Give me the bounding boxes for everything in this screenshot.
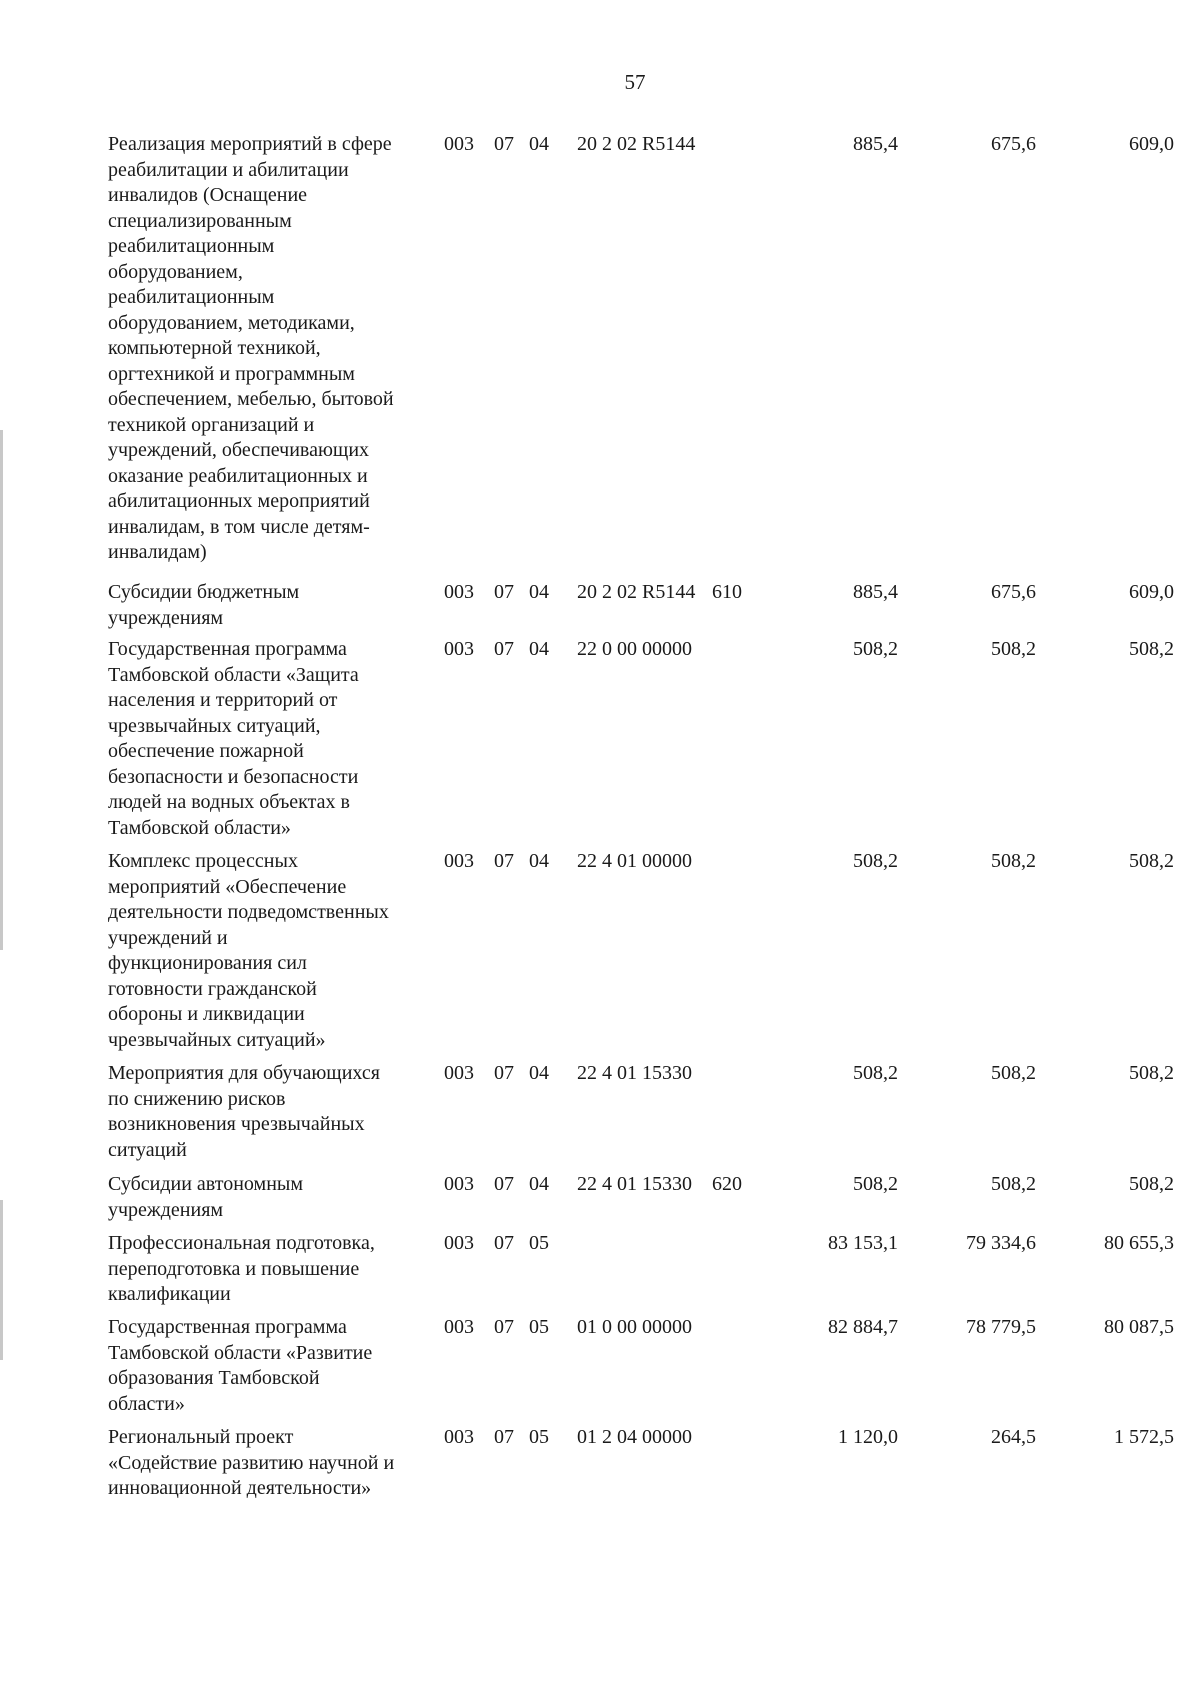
row-name: Комплекс процессных мероприятий «Обеспечение деятельности подведомственных учреждений и функционирования сил готовности гражданской обороны и ликвидации чрезвычайных ситуаций» — [108, 850, 389, 1051]
amount-year-2: 508,2 — [991, 638, 1036, 660]
row-name: Региональный проект «Содействие развитию научной и инновационной деятельности» — [108, 1426, 395, 1499]
amount-year-3: 609,0 — [1129, 581, 1174, 603]
target-article-code: 22 0 00 00000 — [577, 638, 692, 660]
amount-year-2: 675,6 — [991, 133, 1036, 155]
amount-year-2: 508,2 — [991, 850, 1036, 872]
subsection-code: 04 — [529, 1062, 549, 1084]
target-article-code: 01 2 04 00000 — [577, 1426, 692, 1448]
section-code: 07 — [494, 1062, 514, 1084]
target-article-code: 20 2 02 R5144 — [577, 133, 696, 155]
ved-code: 003 — [444, 1062, 474, 1084]
page-number: 57 — [624, 70, 646, 94]
amount-year-3: 508,2 — [1129, 1062, 1174, 1084]
subsection-code: 04 — [529, 638, 549, 660]
ved-code: 003 — [444, 1426, 474, 1448]
amount-year-2: 508,2 — [991, 1173, 1036, 1195]
section-code: 07 — [494, 133, 514, 155]
target-article-code: 22 4 01 15330 — [577, 1062, 692, 1084]
row-name: Мероприятия для обучающихся по снижению рисков возникновения чрезвычайных ситуаций — [108, 1062, 380, 1161]
row-name: Государственная программа Тамбовской области «Защита населения и территорий от чрезвычайных ситуаций, обеспечение пожарной безопасности и безопасности людей на водных объектах в Тамбовской области» — [108, 638, 359, 839]
amount-year-3: 80 655,3 — [1104, 1232, 1174, 1254]
amount-year-1: 508,2 — [853, 1062, 898, 1084]
amount-year-3: 609,0 — [1129, 133, 1174, 155]
section-code: 07 — [494, 1232, 514, 1254]
ved-code: 003 — [444, 1173, 474, 1195]
amount-year-1: 508,2 — [853, 638, 898, 660]
subsection-code: 04 — [529, 1173, 549, 1195]
ved-code: 003 — [444, 850, 474, 872]
subsection-code: 05 — [529, 1426, 549, 1448]
section-code: 07 — [494, 638, 514, 660]
amount-year-2: 508,2 — [991, 1062, 1036, 1084]
subsection-code: 05 — [529, 1232, 549, 1254]
target-article-code: 01 0 00 00000 — [577, 1316, 692, 1338]
target-article-code: 22 4 01 00000 — [577, 850, 692, 872]
scan-edge-mark — [0, 430, 3, 950]
row-name: Субсидии автономным учреждениям — [108, 1173, 303, 1221]
section-code: 07 — [494, 850, 514, 872]
subsection-code: 04 — [529, 581, 549, 603]
section-code: 07 — [494, 1316, 514, 1338]
ved-code: 003 — [444, 638, 474, 660]
amount-year-3: 80 087,5 — [1104, 1316, 1174, 1338]
section-code: 07 — [494, 1173, 514, 1195]
subsection-code: 04 — [529, 133, 549, 155]
row-name: Субсидии бюджетным учреждениям — [108, 581, 300, 629]
amount-year-3: 1 572,5 — [1114, 1426, 1174, 1448]
amount-year-1: 508,2 — [853, 850, 898, 872]
target-article-code: 20 2 02 R5144 — [577, 581, 696, 603]
amount-year-3: 508,2 — [1129, 1173, 1174, 1195]
ved-code: 003 — [444, 1316, 474, 1338]
row-name: Профессиональная подготовка, переподготовка и повышение квалификации — [108, 1232, 375, 1305]
amount-year-1: 885,4 — [853, 581, 898, 603]
amount-year-2: 79 334,6 — [966, 1232, 1036, 1254]
ved-code: 003 — [444, 581, 474, 603]
amount-year-1: 885,4 — [853, 133, 898, 155]
row-name: Государственная программа Тамбовской области «Развитие образования Тамбовской области» — [108, 1316, 373, 1415]
subsection-code: 05 — [529, 1316, 549, 1338]
target-article-code: 22 4 01 15330 — [577, 1173, 692, 1195]
amount-year-1: 82 884,7 — [828, 1316, 898, 1338]
ved-code: 003 — [444, 1232, 474, 1254]
amount-year-1: 508,2 — [853, 1173, 898, 1195]
amount-year-1: 1 120,0 — [838, 1426, 898, 1448]
scan-edge-mark — [0, 1200, 3, 1360]
ved-code: 003 — [444, 133, 474, 155]
amount-year-2: 264,5 — [991, 1426, 1036, 1448]
row-name: Реализация мероприятий в сфере реабилитации и абилитации инвалидов (Оснащение специализированным реабилитационным оборудованием, реабилитационным оборудованием, методиками, компьютерной техникой, оргтехникой и программным обеспечением, мебелью, бытовой техникой организаций и учреждений, обеспечивающих оказание реабилитационных и абилитационных мероприятий инвалидам, в том числе детям- инвалидам) — [108, 133, 394, 563]
expense-type-code: 620 — [712, 1173, 742, 1195]
amount-year-3: 508,2 — [1129, 850, 1174, 872]
expense-type-code: 610 — [712, 581, 742, 603]
amount-year-3: 508,2 — [1129, 638, 1174, 660]
subsection-code: 04 — [529, 850, 549, 872]
section-code: 07 — [494, 581, 514, 603]
amount-year-2: 78 779,5 — [966, 1316, 1036, 1338]
amount-year-2: 675,6 — [991, 581, 1036, 603]
section-code: 07 — [494, 1426, 514, 1448]
amount-year-1: 83 153,1 — [828, 1232, 898, 1254]
